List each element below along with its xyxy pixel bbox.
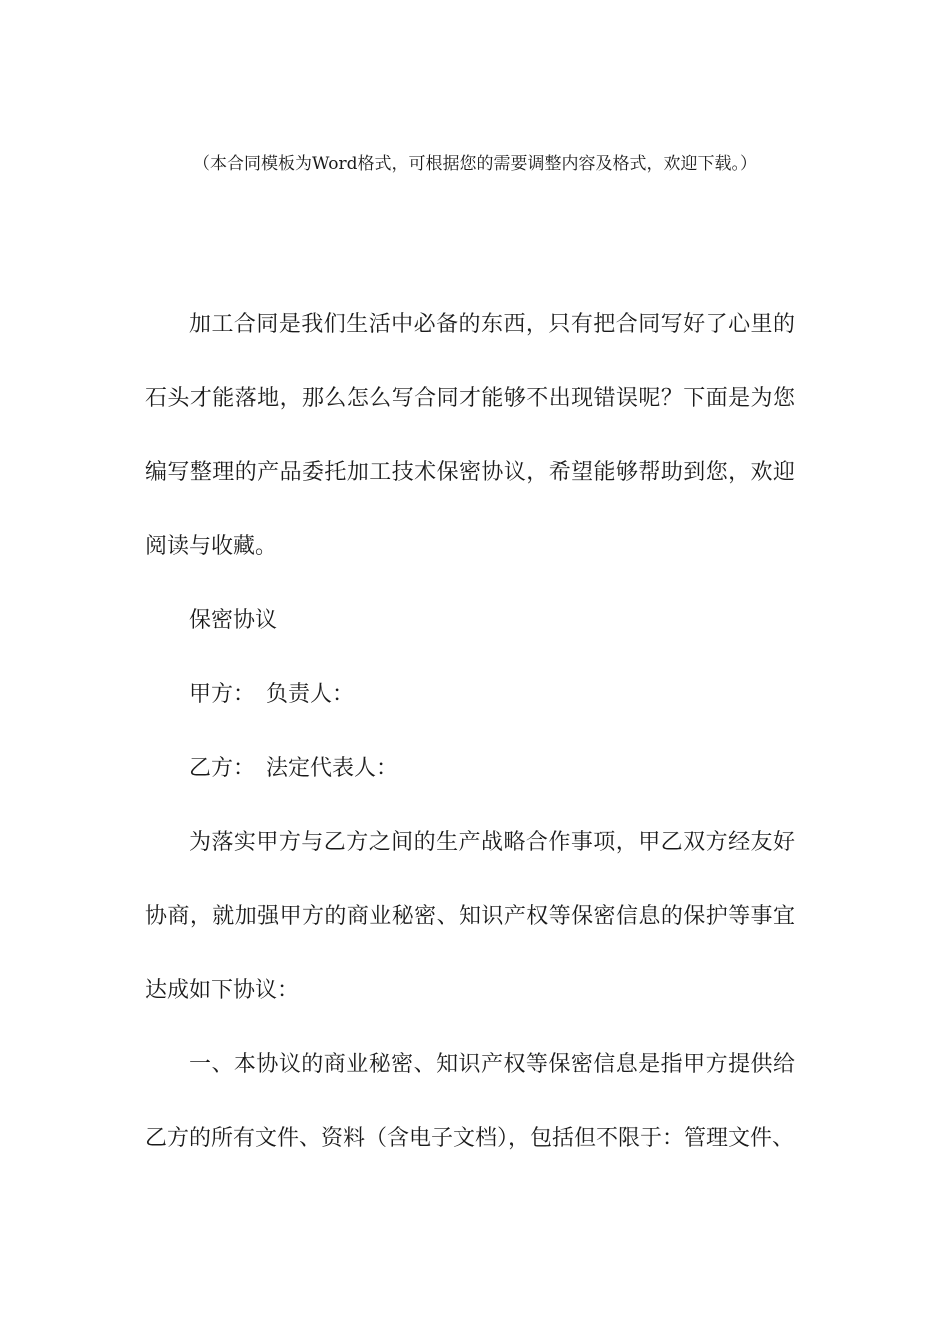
- paragraph-party-a: 甲方： 负责人：: [189, 682, 355, 707]
- paragraph-intro: 加工合同是我们生活中必备的东西，只有把合同写好了心里的石头才能落地，那么怎么写合同才能够不出现错误呢？下面是为您编写整理的产品委托加工技术保密协议，希望能够帮助到您，欢迎阅读与收藏。: [145, 312, 795, 559]
- document-body: [145, 288, 795, 1176]
- paragraph-party-b: 乙方： 法定代表人：: [189, 756, 399, 781]
- paragraph-clause-one: 一、本协议的商业秘密、知识产权等保密信息是指甲方提供给乙方的所有文件、资料（含电子文档），包括但不限于：管理文件、: [145, 1052, 795, 1151]
- paragraph-agreement-title: 保密协议: [189, 608, 278, 633]
- template-note: （本合同模板为Word格式，可根据您的需要调整内容及格式，欢迎下载。）: [192, 154, 758, 174]
- paragraph-purpose: 为落实甲方与乙方之间的生产战略合作事项，甲乙双方经友好协商，就加强甲方的商业秘密、知识产权等保密信息的保护等事宜达成如下协议：: [145, 830, 795, 1003]
